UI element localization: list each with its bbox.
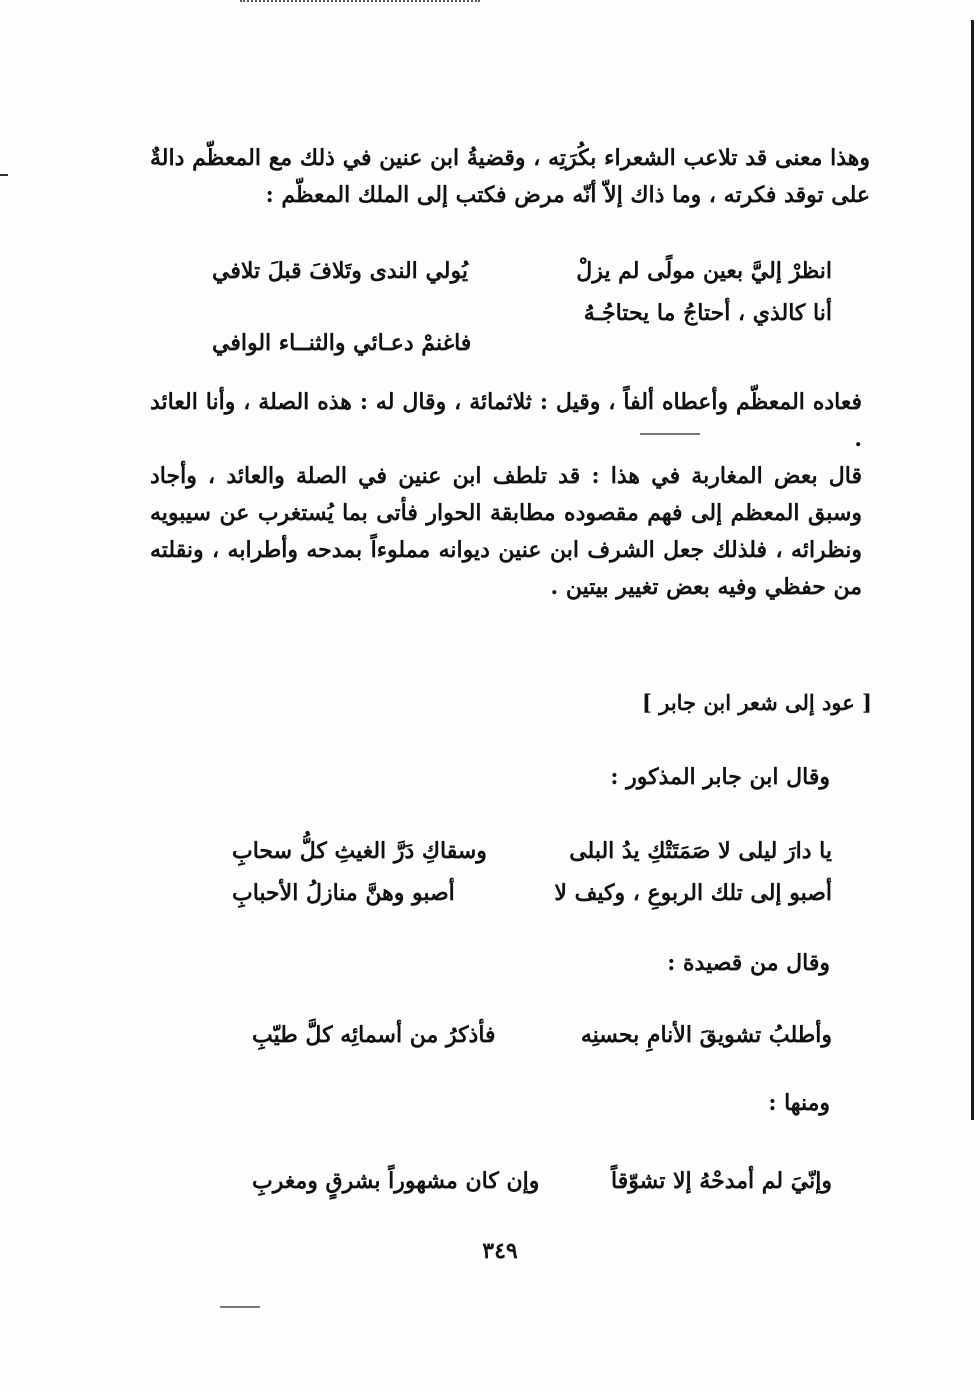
scan-top-dashes: [240, 0, 480, 2]
scan-edge-mark: [0, 174, 8, 176]
page-number: ٣٤٩: [482, 1238, 518, 1264]
paragraph-commentary: قال بعض المغاربة في هذا : قد تلطف ابن عنين في الصلة والعائد ، وأجاد وسبق المعظم إلى فهم مقصوده مطابقة الحوار فأتى بما يُستغرب عن سيبويه ونظرائه ، فلذلك جعل الشرف ابن عنين ديوانه مملوءاً بمدحه وأطرابه ، ونقلته من حفظي وفيه بعض تغيير بيتين .: [150, 463, 862, 600]
verse-intro-label: وقال ابن جابر المذكور :: [610, 764, 830, 790]
verse-line: [252, 1022, 832, 1048]
verse-second-hemistich: وإن كان مشهوراً بشرقٍ ومغربِ: [252, 1168, 540, 1194]
paragraph-visit: فعاده المعظّم وأعطاه ألفاً ، وقيل : ثلاثمائة ، وقال له : هذه الصلة ، وأنا العائد .: [150, 389, 862, 452]
verse-line: [212, 300, 832, 356]
verse-line: [212, 258, 832, 284]
verse-second-hemistich: أصبو وهنَّ منازلُ الأحبابِ: [232, 880, 455, 906]
verse-intro-label: ومنها :: [768, 1090, 830, 1116]
paragraph-intro: وهذا معنى قد تلاعب الشعراء بكُرَتِه ، وقضيةُ ابن عنين في ذلك مع المعظّم دالةٌ على توقد فكرته ، وما ذاك إلاّ أنّه مرض فكتب إلى الملك المعظّم :: [150, 145, 870, 208]
verse-second-hemistich: يُولي الندى وتَلافَ قبلَ تلافي: [212, 258, 468, 284]
verse-second-hemistich: فأذكرُ من أسمائِه كلَّ طيّبِ: [252, 1022, 496, 1048]
verse-first-hemistich: أنا كالذي ، أحتاجُ ما يحتاجُـهُ: [583, 300, 832, 326]
verse-first-hemistich: وإنّيَ لم أمدحْهُ إلا تشوّقاً: [610, 1168, 832, 1194]
verse-first-hemistich: أصبو إلى تلك الربوعِ ، وكيف لا: [554, 880, 832, 906]
verse-line: [232, 880, 832, 906]
verse-line: [252, 1168, 832, 1194]
scan-edge-line: [971, 20, 974, 1120]
verse-second-hemistich: وسقاكِ دَرَّ الغيثِ كلُّ سحابِ: [232, 838, 487, 864]
scan-stray-mark: [220, 1306, 260, 1308]
verse-intro-label: وقال من قصيدة :: [667, 950, 830, 976]
verse-first-hemistich: وأطلبُ تشويقَ الأنامِ بحسنِه: [580, 1022, 832, 1048]
section-heading: [ عود إلى شعر ابن جابر ]: [642, 690, 872, 715]
verse-second-hemistich: فاغنمْ دعـائي والثنــاء الوافي: [212, 330, 472, 356]
verse-first-hemistich: يا دارَ ليلى لا صَمَتَتْكِ يدُ البلى: [569, 838, 832, 864]
verse-first-hemistich: انظرْ إليَّ بعين مولًى لم يزلْ: [576, 258, 832, 284]
verse-line: [232, 838, 832, 864]
